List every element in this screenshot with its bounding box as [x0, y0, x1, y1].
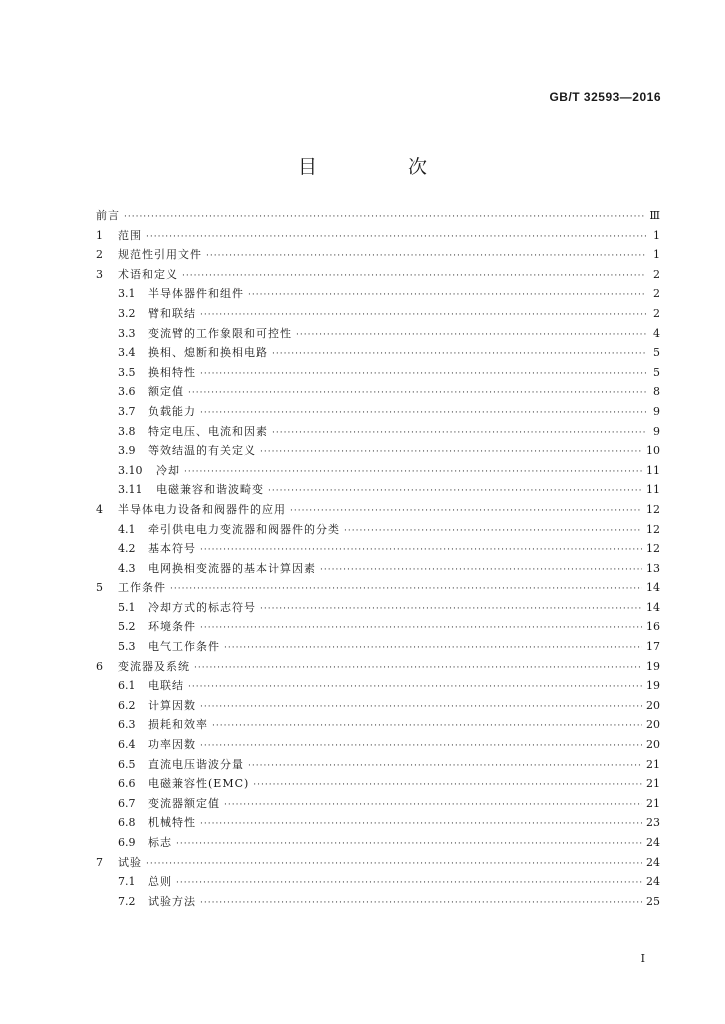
toc-entry-label: 换相特性	[148, 365, 196, 379]
toc-entry-number: 6.8	[118, 816, 136, 830]
toc-entry-page: 24	[646, 875, 660, 889]
toc-entry[interactable]	[96, 599, 660, 619]
toc-entry-page: 11	[646, 483, 660, 497]
toc-entry-number: 3.10	[118, 463, 143, 477]
toc-entry-label: 功率因数	[148, 738, 196, 752]
toc-leader-dots	[224, 800, 642, 810]
toc-entry[interactable]	[96, 462, 660, 482]
toc-entry[interactable]	[96, 364, 660, 384]
toc-entry-label: 电气工作条件	[148, 640, 220, 654]
toc-entry[interactable]	[96, 560, 660, 580]
toc-entry[interactable]	[96, 285, 660, 305]
toc-entry-label: 臂和联结	[148, 306, 196, 320]
toc-entry[interactable]	[96, 246, 660, 266]
toc-entry-number: 6.3	[118, 718, 136, 732]
toc-entry-number: 4.1	[118, 522, 136, 536]
toc-entry-page: 14	[646, 581, 660, 595]
toc-entry[interactable]	[96, 227, 660, 247]
toc-entry-label: 术语和定义	[118, 267, 178, 281]
toc-entry-number: 6	[96, 659, 103, 673]
toc-leader-dots	[184, 467, 642, 477]
toc-entry-label: 特定电压、电流和因素	[148, 424, 268, 438]
toc-leader-dots	[200, 898, 642, 908]
toc-entry[interactable]	[96, 579, 660, 599]
toc-entry-label: 换相、熄断和换相电路	[148, 346, 268, 360]
toc-entry-number: 6.5	[118, 757, 136, 771]
toc-leader-dots	[206, 251, 646, 261]
toc-leader-dots	[260, 447, 642, 457]
toc-entry-label: 基本符号	[148, 542, 196, 556]
toc-entry-label: 额定值	[148, 385, 184, 399]
toc-entry-number: 3.6	[118, 385, 136, 399]
toc-leader-dots	[200, 623, 642, 633]
toc-leader-dots	[272, 349, 646, 359]
toc-leader-dots	[290, 506, 642, 516]
toc-leader-dots	[188, 682, 642, 692]
toc-leader-dots	[176, 839, 642, 849]
toc-entry-label: 冷却方式的标志符号	[148, 600, 256, 614]
toc-entry[interactable]	[96, 658, 660, 678]
toc-leader-dots	[344, 526, 642, 536]
toc-leader-dots	[272, 428, 646, 438]
toc-entry-label: 试验	[118, 855, 142, 869]
toc-entry-page: 1	[653, 228, 660, 242]
toc-entry-label: 电磁兼容性(EMC)	[148, 777, 250, 791]
toc-entry[interactable]	[96, 501, 660, 521]
toc-entry-page: 12	[646, 502, 660, 516]
toc-entry-page: Ⅲ	[649, 209, 660, 222]
toc-entry-number: 5	[96, 581, 103, 595]
toc-entry-label: 电网换相变流器的基本计算因素	[148, 561, 316, 575]
toc-leader-dots	[188, 388, 646, 398]
toc-leader-dots	[146, 859, 642, 869]
toc-entry-page: 12	[646, 522, 660, 536]
toc-entry-number: 7	[96, 855, 103, 869]
toc-entry-number: 3.4	[118, 346, 136, 360]
toc-entry-page: 5	[653, 365, 660, 379]
toc-leader-dots	[200, 741, 642, 751]
toc-leader-dots	[124, 212, 645, 222]
toc-entry-page: 13	[646, 561, 660, 575]
toc-entry-label: 负载能力	[148, 404, 196, 418]
toc-entry[interactable]	[96, 383, 660, 403]
toc-entry-label: 试验方法	[148, 894, 196, 908]
toc-entry-label: 工作条件	[118, 581, 166, 595]
toc-entry-number: 5.1	[118, 600, 136, 614]
toc-entry-number: 3.1	[118, 287, 136, 301]
toc-entry-page: 25	[646, 894, 660, 908]
toc-entry-page: 2	[653, 306, 660, 320]
toc-entry-label: 计算因数	[148, 698, 196, 712]
toc-entry-page: 17	[646, 640, 660, 654]
toc-entry-label: 电磁兼容和谐波畸变	[156, 483, 264, 497]
toc-entry[interactable]	[96, 207, 660, 227]
toc-leader-dots	[224, 643, 642, 653]
toc-entry-number: 4	[96, 502, 103, 516]
toc-entry-number: 3.2	[118, 306, 136, 320]
toc-leader-dots	[200, 819, 642, 829]
toc-entry-number: 6.2	[118, 698, 136, 712]
toc-entry-number: 3.7	[118, 404, 136, 418]
toc-entry-page: 10	[646, 444, 660, 458]
toc-entry-label: 电联结	[148, 679, 184, 693]
toc-entry-number: 6.9	[118, 836, 136, 849]
toc-entry-number: 7.2	[118, 894, 136, 908]
toc-entry-number: 4.2	[118, 542, 136, 556]
toc-entry[interactable]	[96, 795, 660, 815]
toc-entry-number: 3	[96, 267, 103, 281]
toc-entry-label: 半导体器件和组件	[148, 287, 244, 301]
toc-entry-label: 规范性引用文件	[118, 248, 202, 262]
toc-entry[interactable]	[96, 736, 660, 756]
toc-entry[interactable]	[96, 677, 660, 697]
toc-entry-page: 19	[646, 679, 660, 693]
toc-entry-label: 范围	[118, 228, 142, 242]
toc-entry[interactable]	[96, 814, 660, 834]
toc-entry-page: 12	[646, 542, 660, 556]
toc-entry-page: 14	[646, 600, 660, 614]
toc-entry-label: 变流臂的工作象限和可控性	[148, 326, 292, 340]
toc-entry[interactable]	[96, 893, 660, 913]
toc-entry[interactable]	[96, 521, 660, 541]
toc-leader-dots	[176, 878, 642, 888]
toc-entry-number: 6.7	[118, 796, 136, 810]
toc-entry[interactable]	[96, 775, 660, 795]
page-number: I	[640, 952, 645, 965]
toc-entry-number: 3.11	[118, 483, 143, 497]
toc-entry-label: 等效结温的有关定义	[148, 444, 256, 458]
toc-entry[interactable]	[96, 481, 660, 501]
toc-entry-number: 1	[96, 228, 103, 242]
page-title: 目 次	[297, 156, 463, 178]
toc-entry-page: 21	[646, 757, 660, 771]
toc-leader-dots	[200, 545, 642, 555]
toc-leader-dots	[146, 232, 646, 242]
toc-entry[interactable]	[96, 697, 660, 717]
toc-entry-page: 1	[653, 248, 660, 262]
toc-entry-page: 24	[646, 855, 660, 869]
table-of-contents	[96, 207, 660, 912]
toc-entry[interactable]	[96, 834, 660, 854]
toc-entry-number: 3.5	[118, 365, 136, 379]
toc-leader-dots	[248, 761, 642, 771]
toc-entry-number: 6.1	[118, 679, 136, 693]
toc-entry-page: 20	[646, 698, 660, 712]
toc-entry-page: 9	[653, 424, 660, 438]
toc-entry-number: 3.9	[118, 444, 136, 458]
toc-entry-page: 2	[653, 267, 660, 281]
toc-leader-dots	[296, 330, 646, 340]
toc-entry-page: 24	[646, 836, 660, 849]
toc-entry-number: 4.3	[118, 561, 136, 575]
toc-entry[interactable]	[96, 854, 660, 874]
toc-entry-page: 21	[646, 796, 660, 810]
standard-code: GB/T 32593—2016	[549, 90, 661, 104]
toc-entry-label: 总则	[148, 875, 172, 889]
toc-leader-dots	[170, 584, 642, 594]
toc-leader-dots	[268, 486, 642, 496]
toc-entry[interactable]	[96, 873, 660, 893]
toc-entry[interactable]	[96, 716, 660, 736]
toc-entry-page: 20	[646, 738, 660, 752]
toc-entry-page: 8	[653, 385, 660, 399]
toc-entry[interactable]	[96, 540, 660, 560]
toc-entry-page: 19	[646, 659, 660, 673]
toc-entry[interactable]	[96, 266, 660, 286]
toc-entry[interactable]	[96, 423, 660, 443]
toc-entry-label: 牵引供电电力变流器和阀器件的分类	[148, 522, 340, 536]
toc-leader-dots	[200, 408, 646, 418]
toc-entry-page: 21	[646, 777, 660, 791]
toc-entry[interactable]	[96, 638, 660, 658]
toc-entry[interactable]	[96, 442, 660, 462]
toc-entry[interactable]	[96, 305, 660, 325]
toc-entry-page: 4	[653, 326, 660, 340]
toc-entry[interactable]	[96, 403, 660, 423]
toc-entry-page: 23	[646, 816, 660, 830]
toc-entry-page: 5	[653, 346, 660, 360]
toc-entry-number: 7.1	[118, 875, 136, 889]
toc-entry-number: 3.3	[118, 326, 136, 340]
toc-entry-label: 冷却	[156, 463, 180, 477]
toc-entry-label: 环境条件	[148, 620, 196, 634]
toc-entry-label: 直流电压谐波分量	[148, 757, 244, 771]
toc-entry-page: 11	[646, 463, 660, 477]
toc-leader-dots	[248, 290, 646, 300]
toc-entry-label: 变流器及系统	[118, 659, 190, 673]
toc-leader-dots	[200, 702, 642, 712]
toc-entry[interactable]	[96, 756, 660, 776]
toc-leader-dots	[200, 310, 646, 320]
toc-entry-number: 6.4	[118, 738, 136, 752]
toc-entry-label: 机械特性	[148, 816, 196, 830]
toc-entry-number: 6.6	[118, 777, 136, 791]
toc-entry-page: 16	[646, 620, 660, 634]
toc-entry-number: 5.2	[118, 620, 136, 634]
toc-entry-number: 3.8	[118, 424, 136, 438]
toc-entry-page: 9	[653, 404, 660, 418]
toc-entry-label: 损耗和效率	[148, 718, 208, 732]
toc-entry-number: 2	[96, 248, 103, 262]
toc-entry-label: 半导体电力设备和阀器件的应用	[118, 502, 286, 516]
toc-leader-dots	[260, 604, 642, 614]
toc-leader-dots	[200, 369, 646, 379]
toc-leader-dots	[212, 721, 642, 731]
toc-entry-label: 标志	[148, 836, 172, 849]
toc-leader-dots	[194, 663, 642, 673]
toc-entry-page: 20	[646, 718, 660, 732]
toc-entry-number: 5.3	[118, 640, 136, 654]
toc-entry-label: 变流器额定值	[148, 796, 220, 810]
toc-entry-label: 前言	[96, 209, 120, 222]
toc-leader-dots	[320, 565, 642, 575]
toc-entry-page: 2	[653, 287, 660, 301]
toc-entry[interactable]	[96, 618, 660, 638]
toc-leader-dots	[182, 271, 646, 281]
toc-entry[interactable]	[96, 325, 660, 345]
toc-entry[interactable]	[96, 344, 660, 364]
toc-leader-dots	[253, 780, 642, 790]
